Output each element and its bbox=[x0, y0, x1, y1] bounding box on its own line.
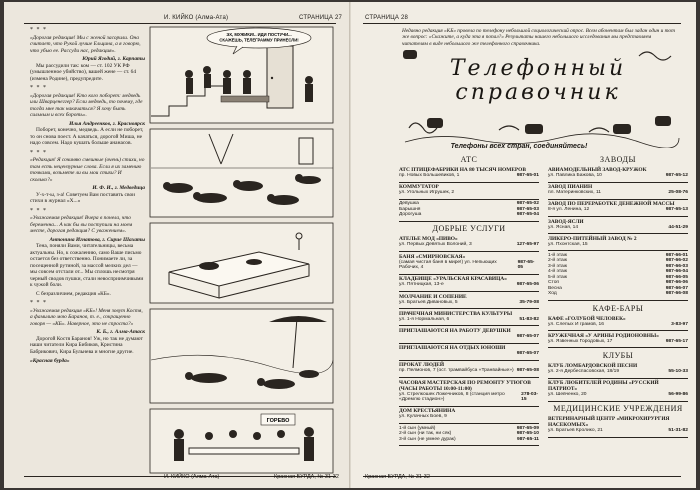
sub-label: 3-й сын (не умнее дурак) bbox=[399, 436, 456, 442]
entry-address-row bbox=[399, 173, 539, 179]
directory-entry bbox=[548, 167, 688, 179]
entry-phone: 987-65-07 bbox=[516, 334, 539, 339]
sub-phone: 987-66-06 bbox=[665, 280, 688, 286]
party-sign-text: ГОРЕВО bbox=[266, 418, 290, 424]
left-footer-issue: Красная БУРДА, № 31-32 bbox=[274, 474, 339, 480]
entry-divider bbox=[399, 182, 539, 183]
entry-name: ЧАСОВАЯ МАСТЕРСКАЯ ПО РЕМОНТУ УТЮГОВ (ЧАСЫ РАБОТЫ 10:00-11:00) bbox=[399, 379, 531, 392]
letter-signature: И. Ф. И., г. Медведица bbox=[92, 185, 145, 191]
entry-divider bbox=[399, 423, 539, 424]
directory-entry bbox=[399, 328, 539, 340]
entry-name: ЗАВОД-ЯСЛИ bbox=[548, 218, 584, 225]
entry-name: КАФЕ «ГОЛУБОЙ ЧЕЛОВЕК» bbox=[548, 315, 626, 322]
letter-stars-divider: * * * bbox=[30, 149, 47, 156]
letter-text: Тена, поняли Вами, читательницы, весьма актуальны. Но, к сожалению, само Ваше письмо остается без ответственно. Понимаете ли, за посещенной рутиной, за массой мелких дел — мы совсем отстали от... Мы сплошь несмотря черный сводов пушки, стали невосприимчивыми к чужой боли. bbox=[30, 243, 144, 288]
magazine-spread bbox=[4, 2, 696, 488]
entry-address-row bbox=[548, 173, 688, 179]
sub-label: 2-й этаж bbox=[548, 258, 568, 264]
slogan: Телефоны всех стран, соединяйтесь! bbox=[450, 143, 588, 150]
left-page-author: И. КИЙКО (Алма-Ата) bbox=[164, 15, 229, 21]
directory-column-left bbox=[399, 152, 539, 448]
entry-divider bbox=[399, 406, 539, 407]
entry-address: ул. Братьев Кролико, 21 bbox=[548, 428, 603, 434]
entry-phone: 51-31-82 bbox=[668, 428, 688, 434]
sub-label: Весна bbox=[548, 285, 562, 291]
entry-divider bbox=[399, 308, 539, 309]
entry-address-row bbox=[399, 351, 539, 357]
entry-name: ПРИГЛАШАЮТСЯ НА РАБОТУ ДЕВУШКИ bbox=[399, 328, 511, 334]
sub-label: 1-й этаж bbox=[548, 252, 568, 258]
left-footer-author: И. КИЙКО (Алма-Ата) bbox=[164, 474, 220, 480]
sub-phone: 987-65-02 bbox=[516, 201, 539, 207]
entry-divider bbox=[399, 199, 539, 200]
entry-sub-line bbox=[548, 291, 688, 297]
directory-entry bbox=[548, 219, 688, 231]
letter-text: Мы рассудили так: ком — ст. 102 УК РФ (умышленное убийство), вашей жене — ст. 64 (измена Родине), предупредите. bbox=[30, 62, 137, 82]
entry-divider bbox=[548, 330, 688, 331]
directory-entry bbox=[548, 201, 688, 213]
letter-signature: Илья Андреенков, г. Красноярск bbox=[69, 120, 145, 127]
sub-label: Ход bbox=[548, 291, 557, 297]
entry-divider bbox=[548, 250, 688, 251]
entry-address: ул. Угольных Игрушек, 2 bbox=[399, 190, 455, 196]
entry-phone: 56-99-86 bbox=[668, 392, 688, 398]
directory-entry bbox=[548, 316, 688, 328]
entry-name: АВИАМОДЕЛЬНЫЙ ЗАВОД-КРУЖОК bbox=[548, 167, 647, 173]
left-page bbox=[4, 2, 349, 488]
entry-address: ул. Ясная, 14 bbox=[548, 224, 579, 230]
intro-text: Недавно редакция «КБ» провела по телефону небольшой социологический опрос. Всем абонентам был задан один и тот же вопрос: «Скажите, а куда эта я попал?» Результаты нашего небольшого исследования мы представляем читателям в виде небольшого же телефонного справочника. bbox=[402, 28, 675, 47]
entry-name: ЗАВОД ПИАНИН bbox=[548, 184, 593, 191]
sub-phone: 987-66-02 bbox=[665, 258, 688, 264]
letter-text: «Редакция! Я сочиняю смешные (очень) стихи, но там есть нецензурные слова. Если я их замению точками, возьмете ли вы мои стихи? И сколько?» bbox=[30, 157, 145, 183]
entry-divider bbox=[399, 251, 539, 252]
entry-name: АТЕЛЬЕ МОД «ПИВО» bbox=[399, 236, 458, 243]
entry-address: ул. 1-я Нормальная, 6 bbox=[399, 316, 450, 322]
entry-address-row bbox=[548, 428, 688, 434]
entry-name: МОЛЧАНИЕ И СОПЕНИЕ bbox=[399, 293, 467, 300]
sub-label: Дорогуша bbox=[399, 212, 422, 218]
sub-phone: 987-66-07 bbox=[665, 285, 688, 291]
letter-stars-divider: * * * bbox=[30, 27, 47, 33]
letter-text: «Дорогая редакция! Кто кого поборет: медведь или Шварценеггер? Если медведь, то почему, где тогда мне так накачаться? Я хочу быть сильным и всех бороть». bbox=[30, 92, 143, 118]
directory-entry bbox=[399, 426, 539, 443]
directory-entry bbox=[399, 380, 539, 403]
entry-address-row bbox=[548, 369, 688, 375]
entry-divider bbox=[548, 401, 688, 402]
directory-section-heading: ДОБРЫЕ УСЛУГИ bbox=[432, 224, 506, 234]
sub-phone: 987-65-11 bbox=[516, 436, 539, 442]
directory-section-heading: ЗАВОДЫ bbox=[600, 155, 636, 164]
right-page bbox=[351, 2, 696, 488]
directory-entry bbox=[399, 408, 539, 420]
entry-address: ул. Шевченко, 20 bbox=[548, 392, 587, 398]
letter-signature: Юрий Ягодий, г. Карпаты bbox=[82, 56, 145, 62]
entry-divider bbox=[548, 347, 688, 348]
entry-name: АТС ПТИЦЕФАБРИКИ НА 80 ТЫСЯЧ НОМЕРОВ bbox=[399, 167, 526, 173]
letter-text: «Дорогая редакция! Мы с женой засорили. Она считает, что Рукой лучше Ельцина, а я говорю, что убью ее. Рассуди нас, редакция». bbox=[30, 34, 141, 54]
left-page-number: СТРАНИЦА 27 bbox=[299, 15, 343, 21]
sub-phone: 987-65-04 bbox=[516, 212, 539, 218]
sub-label: Барышня bbox=[399, 206, 421, 212]
entry-name: ДОМ КРЕСТЬЯНИНА bbox=[399, 408, 456, 415]
sub-phone: 987-66-04 bbox=[665, 269, 688, 275]
entry-divider bbox=[399, 377, 539, 378]
entry-address-row bbox=[399, 300, 539, 306]
sub-phone: 987-66-01 bbox=[665, 252, 688, 258]
directory-column-right bbox=[548, 152, 688, 439]
sub-phone: 987-65-03 bbox=[516, 206, 539, 212]
directory-entry bbox=[399, 362, 539, 374]
letter-text: С безразличием, редакция «КБ». bbox=[36, 290, 111, 297]
sub-label: 4-й этаж bbox=[548, 269, 568, 275]
letter-text: Поборет, конечно, медведь. А если не поборет, то он снова поест. А качаться, дорогой Миша, не надо совсем. Надо кушать больше ананасов. bbox=[30, 127, 144, 146]
entry-address: 8-я ул. Ленина, 12 bbox=[548, 207, 590, 213]
entry-divider bbox=[399, 360, 539, 361]
entry-divider bbox=[399, 343, 539, 344]
speech-bubble-text-1: ЭХ, МУЖИКИ!.. ИДИ ПОСТУЧИ... bbox=[226, 32, 292, 37]
letters-end-signature: «Красная бурда» bbox=[30, 358, 70, 364]
cartoon-door-scene bbox=[149, 26, 334, 124]
entry-address: ул. 2-я Дербеспасовская, 18/19 bbox=[548, 368, 620, 374]
entry-address: пл. Материнковских, 11 bbox=[548, 190, 602, 196]
right-top-rule bbox=[363, 23, 681, 24]
entry-address-row bbox=[548, 392, 688, 398]
directory-entry bbox=[399, 345, 539, 357]
entry-divider bbox=[548, 378, 688, 379]
sub-label: 1-й сын (умный) bbox=[399, 425, 436, 431]
directory-entry bbox=[548, 236, 688, 248]
entry-phone: 987-65-07 bbox=[516, 351, 539, 357]
letter-stars-divider: * * * bbox=[30, 85, 47, 91]
entry-address: пр. Пелмонов, 7 (ост. трамвайбуса «Транвайные») bbox=[399, 368, 514, 374]
entry-divider bbox=[399, 445, 539, 446]
sub-phone: 987-66-05 bbox=[665, 274, 688, 280]
directory-entry bbox=[399, 276, 539, 288]
entry-phone: 987-65-08 bbox=[516, 368, 539, 374]
entry-address-row bbox=[399, 242, 539, 248]
sub-label: 3-й этаж bbox=[548, 263, 568, 269]
directory-entry bbox=[399, 236, 539, 248]
entry-name: ЛИКЕРО-ПИТЕЙНЫЙ ЗАВОД № 2 bbox=[548, 235, 637, 242]
entry-phone: 987-65-12 bbox=[665, 173, 688, 178]
entry-address: ул. Павлика Бажова, 10 bbox=[548, 173, 602, 178]
entry-name: ПРИГЛАШАЮТСЯ НА ОТДЫХ ЮНОШИ bbox=[399, 345, 506, 352]
entry-phone: 278-03-15 bbox=[521, 391, 538, 403]
directory-entry bbox=[399, 184, 539, 196]
entry-address-row bbox=[548, 242, 688, 248]
entry-address-row bbox=[548, 339, 688, 345]
directory-entry bbox=[399, 201, 539, 218]
entry-phone: 35-79-08 bbox=[519, 299, 539, 305]
letter-text: У-х-т-ы, з-а! Советуем Вам поставить свои стихи в журнал «Х...» bbox=[30, 191, 136, 204]
right-footer-issue: Красная БУРДА, № 31-32 bbox=[365, 474, 430, 480]
entry-address: ул. Братьев Дивановых, 5 bbox=[399, 299, 458, 305]
directory-entry bbox=[548, 253, 688, 297]
directory-section-heading: КАФЕ-БАРЫ bbox=[592, 303, 644, 313]
entry-name: КЛАДБИЩЕ «УРАЛЬСКАЯ КРАСАВИЦА» bbox=[399, 276, 507, 283]
entry-divider bbox=[548, 437, 688, 438]
directory-title bbox=[403, 57, 673, 105]
entry-phone: 987-65-06 bbox=[516, 282, 539, 288]
entry-address-row bbox=[548, 207, 688, 213]
entry-phone: 25-08-76 bbox=[668, 190, 688, 196]
entry-address: ул. Первых Девятых Волоний, 3 bbox=[399, 242, 472, 248]
sub-label: Стоп bbox=[548, 280, 560, 286]
directory-entry bbox=[548, 184, 688, 196]
directory-title-line2: справочник bbox=[455, 80, 621, 105]
letter-text: «Уважаемая редакция! Вчера в понела, что беременна... А как бы вы поступили на моем месте, дорогая редакция? С уважением». bbox=[30, 215, 133, 234]
entry-name: ВЕТЕРИНАРНЫЙ ЦЕНТР «МИКРОХИРУРГИЯ НАСЕКОМЫХ» bbox=[548, 416, 670, 429]
entry-address: ул. Слепых И грамов, 16 bbox=[548, 321, 604, 327]
entry-address-row bbox=[548, 225, 688, 231]
entry-divider bbox=[548, 233, 688, 234]
entry-divider bbox=[548, 216, 688, 217]
entry-divider bbox=[548, 300, 688, 301]
directory-entry bbox=[548, 380, 688, 398]
directory-entry bbox=[399, 254, 539, 271]
entry-divider bbox=[399, 274, 539, 275]
cartoon-bedroom-scene bbox=[149, 222, 334, 304]
letter-text: «Уважаемая редакция «КБ»! Меня зовут Костя, а фамилию мою Баранов, т. е., сокращенно говоря — «КБ». Наверное, это не спроста?» bbox=[30, 307, 143, 327]
entry-divider bbox=[548, 199, 688, 200]
directory-entry bbox=[548, 416, 688, 434]
letter-stars-divider: * * * bbox=[30, 207, 47, 214]
entry-address: ул. Стрелкошек Ложечников, 8 (станция метро «Дремлю стадион») bbox=[399, 391, 505, 403]
sub-phone: 987-65-09 bbox=[516, 425, 539, 431]
entry-address-row bbox=[548, 322, 688, 328]
entry-address-row bbox=[399, 414, 539, 420]
letter-signature: Антонина Игнатова, г. Сирие Шахаты bbox=[49, 236, 145, 243]
entry-name: КЛУБ ЛЮБИТЕЛЕЙ РОДИНЫ «РУССКИЙ ПАТРИОТ» bbox=[548, 380, 659, 393]
cartoon-crowd-scene bbox=[149, 128, 334, 218]
sub-label: Девушка bbox=[399, 201, 419, 207]
entry-name: БАНЯ «СМИРНОВСКАЯ» bbox=[399, 253, 466, 260]
entry-name: КЛУБ ЛОМБАРДОВСКОЙ ПЕСНИ bbox=[548, 362, 638, 369]
entry-address: пр. Новых Большевиков, 1 bbox=[399, 173, 460, 178]
speech-bubble-text-2: СКАЖЕШЬ, ТЕЛЕГРАММУ ПРИНЕСЛИ! bbox=[219, 37, 299, 43]
entry-address-row bbox=[399, 282, 539, 288]
entry-address: ул. Кулачных Боев, 9 bbox=[399, 414, 447, 420]
entry-name: ПРОКАТ ЛЮДЕЙ bbox=[399, 362, 445, 369]
letters-column bbox=[30, 24, 145, 365]
directory-section-heading: КЛУБЫ bbox=[602, 350, 634, 360]
entry-phone: 987-65-01 bbox=[516, 173, 539, 178]
sub-phone: 987-65-10 bbox=[516, 431, 539, 437]
entry-name: КОММУТАТОР bbox=[399, 184, 439, 191]
entry-sub-line bbox=[399, 212, 539, 218]
right-page-number: СТРАНИЦА 28 bbox=[365, 15, 409, 21]
entry-phone: 3-83-97 bbox=[671, 321, 688, 327]
cartoon-beach-scene bbox=[149, 308, 334, 404]
entry-address: (самая чистая баня в мире!) ул. Непьющих Рабочих, 4 bbox=[399, 259, 497, 271]
directory-title-line1: Телефонный bbox=[449, 56, 627, 81]
entry-name: КРУЖЕЧНАЯ «У АРИНЫ РОДИОНОВНЫ» bbox=[548, 332, 659, 339]
cartoon-party-scene bbox=[149, 408, 334, 474]
directory-section-heading: МЕДИЦИНСКИЕ УЧРЕЖДЕНИЯ bbox=[553, 404, 683, 414]
entry-name: ЗАВОД ПО ПЕРЕРАБОТКЕ ДЕНЕЖНОЙ МАССЫ bbox=[548, 201, 675, 208]
entry-divider bbox=[399, 291, 539, 292]
entry-address: ул. Пхонтская, 15 bbox=[548, 241, 588, 247]
entry-address-row bbox=[399, 190, 539, 196]
entry-divider bbox=[399, 325, 539, 326]
entry-divider bbox=[399, 221, 539, 222]
directory-entry bbox=[399, 311, 539, 323]
directory-entry bbox=[548, 363, 688, 375]
entry-address-row bbox=[548, 190, 688, 196]
letter-signature: К. Б., г. Алма-Атаск bbox=[96, 329, 145, 335]
sub-label: 5-й этаж bbox=[548, 274, 568, 280]
directory-section-heading: АТС bbox=[460, 155, 478, 164]
entry-address: ул. Пятницкая, 13-е bbox=[399, 282, 444, 288]
directory-entry bbox=[548, 333, 688, 345]
entry-address-row bbox=[399, 334, 539, 340]
entry-name: ПРАЧЕЧНАЯ МИНИСТЕРСТВА КУЛЬТУРЫ bbox=[399, 310, 513, 317]
directory-entry bbox=[399, 167, 539, 179]
entry-divider bbox=[548, 182, 688, 183]
sub-label: 2-й сын (ни так, ни сяк) bbox=[399, 431, 452, 437]
entry-phone: 51-83-82 bbox=[519, 316, 539, 322]
entry-phone: 44-51-29 bbox=[668, 224, 688, 230]
entry-phone: 987-65-17 bbox=[665, 338, 688, 344]
sub-phone: 987-66-03 bbox=[665, 263, 688, 269]
entry-phone: 987-65-13 bbox=[665, 207, 688, 213]
entry-address-row bbox=[399, 368, 539, 374]
entry-address-row bbox=[399, 317, 539, 323]
entry-sub-line bbox=[399, 437, 539, 443]
letter-text: Дорогой Костя Баранов! Уж, но так не думают наши читатели Кира Бибиков, Кристина Бабрикович, Кира Бульнева и многие другие. bbox=[30, 335, 143, 355]
sub-phone: 987-66-08 bbox=[665, 291, 688, 297]
entry-address-row bbox=[399, 260, 539, 271]
entry-phone: 127-65-97 bbox=[516, 242, 539, 248]
entry-phone: 987-65-05 bbox=[517, 259, 535, 271]
entry-address-row bbox=[399, 392, 539, 403]
directory-entry bbox=[399, 294, 539, 306]
entry-address: ул. Язвенных Городовых, 17 bbox=[548, 338, 613, 344]
letter-stars-divider: * * * bbox=[30, 300, 47, 306]
entry-phone: 55-10-33 bbox=[668, 368, 688, 374]
